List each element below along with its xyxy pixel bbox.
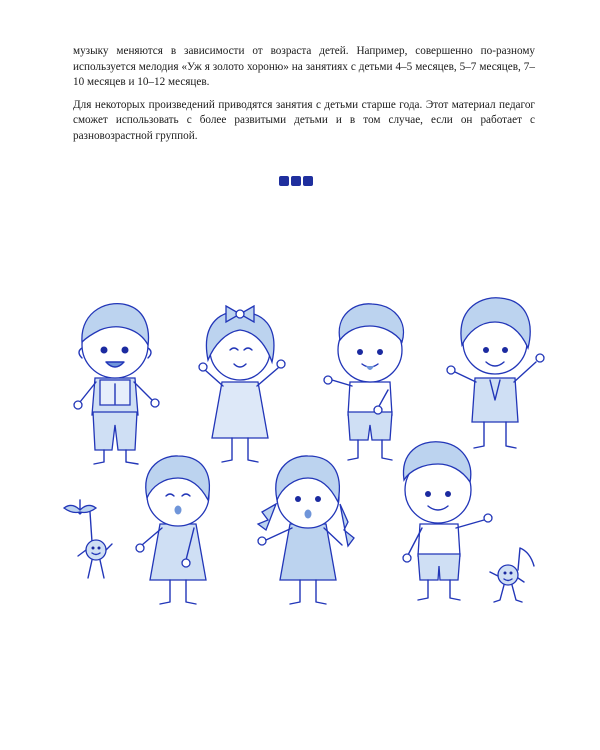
child-boy-curly-1 — [324, 304, 403, 460]
note-character-left — [64, 500, 112, 578]
paragraph-2: Для некоторых произведений приводятся занятия с детьми старше года. Этот материал педагог сможет использовать с более развитыми детьми и в том случае, если он работает с разновозрастной группой. — [73, 98, 535, 142]
child-boy-1 — [74, 304, 159, 464]
paragraph-1: музыку меняются в зависимости от возраста детей. Например, совершенно по-разному используется мелодия «Уж я золото хороню» на занятиях с детьми 4–5 месяцев, 5–7 месяцев, 7–10 месяцев и 10–12 месяцев. — [73, 45, 535, 89]
child-boy-scarf — [447, 298, 544, 448]
note-character-right — [490, 548, 534, 602]
child-boy-curly-2 — [403, 442, 492, 600]
child-girl-bow — [199, 306, 285, 462]
child-girl-1 — [136, 456, 209, 604]
child-girl-pigtails — [258, 456, 354, 604]
